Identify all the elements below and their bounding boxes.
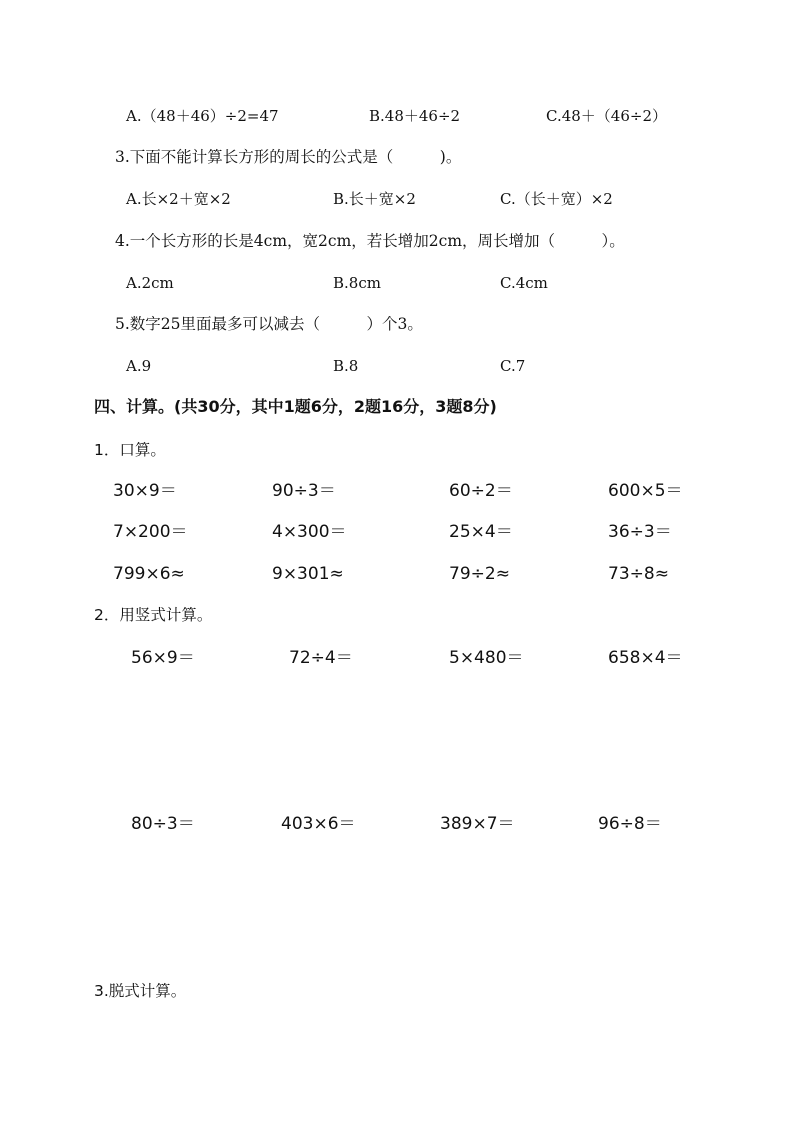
q4-option-b: B.8cm [333,274,381,292]
calc-item: 60÷2＝ [449,481,513,501]
calc-item: 36÷3＝ [608,522,672,542]
calc-item: 73÷8≈ [608,564,669,584]
section-heading: 四、计算。(共30分，其中1题6分，2题16分，3题8分) [94,397,497,416]
calc-item: 7×200＝ [113,522,188,542]
calc-item: 90÷3＝ [272,481,336,501]
calc-item: 403×6＝ [281,814,356,834]
q3-text: 3.下面不能计算长方形的周长的公式是（ )。 [115,148,462,166]
calc-item: 9×301≈ [272,564,344,584]
calc-item: 96÷8＝ [598,814,662,834]
part3-title: 3.脱式计算。 [94,982,187,1000]
part1-title: 1．口算。 [94,441,166,459]
q5-option-b: B.8 [333,357,359,375]
q4-option-a: A.2cm [126,274,174,292]
calc-item: 56×9＝ [131,648,195,668]
q5-option-c: C.7 [500,357,526,375]
calc-item: 79÷2≈ [449,564,510,584]
q2-option-b: B.48＋46÷2 [369,107,461,125]
calc-item: 600×5＝ [608,481,683,501]
calc-item: 658×4＝ [608,648,683,668]
q4-text: 4.一个长方形的长是4cm，宽2cm，若长增加2cm，周长增加（ ）。 [115,232,625,250]
q5-option-a: A.9 [126,357,152,375]
calc-item: 72÷4＝ [289,648,353,668]
calc-item: 5×480＝ [449,648,524,668]
q3-option-b: B.长＋宽×2 [333,190,416,208]
calc-item: 80÷3＝ [131,814,195,834]
calc-item: 799×6≈ [113,564,185,584]
calc-item: 4×300＝ [272,522,347,542]
q2-option-c: C.48＋（46÷2） [546,107,667,125]
q5-text: 5.数字25里面最多可以减去（ ）个3。 [115,315,423,333]
part2-title: 2．用竖式计算。 [94,606,213,624]
calc-item: 25×4＝ [449,522,513,542]
q2-option-a: A.（48＋46）÷2=47 [126,107,279,125]
q3-option-a: A.长×2＋宽×2 [126,190,231,208]
calc-item: 30×9＝ [113,481,177,501]
calc-item: 389×7＝ [440,814,515,834]
q4-option-c: C.4cm [500,274,548,292]
q3-option-c: C.（长＋宽）×2 [500,190,613,208]
